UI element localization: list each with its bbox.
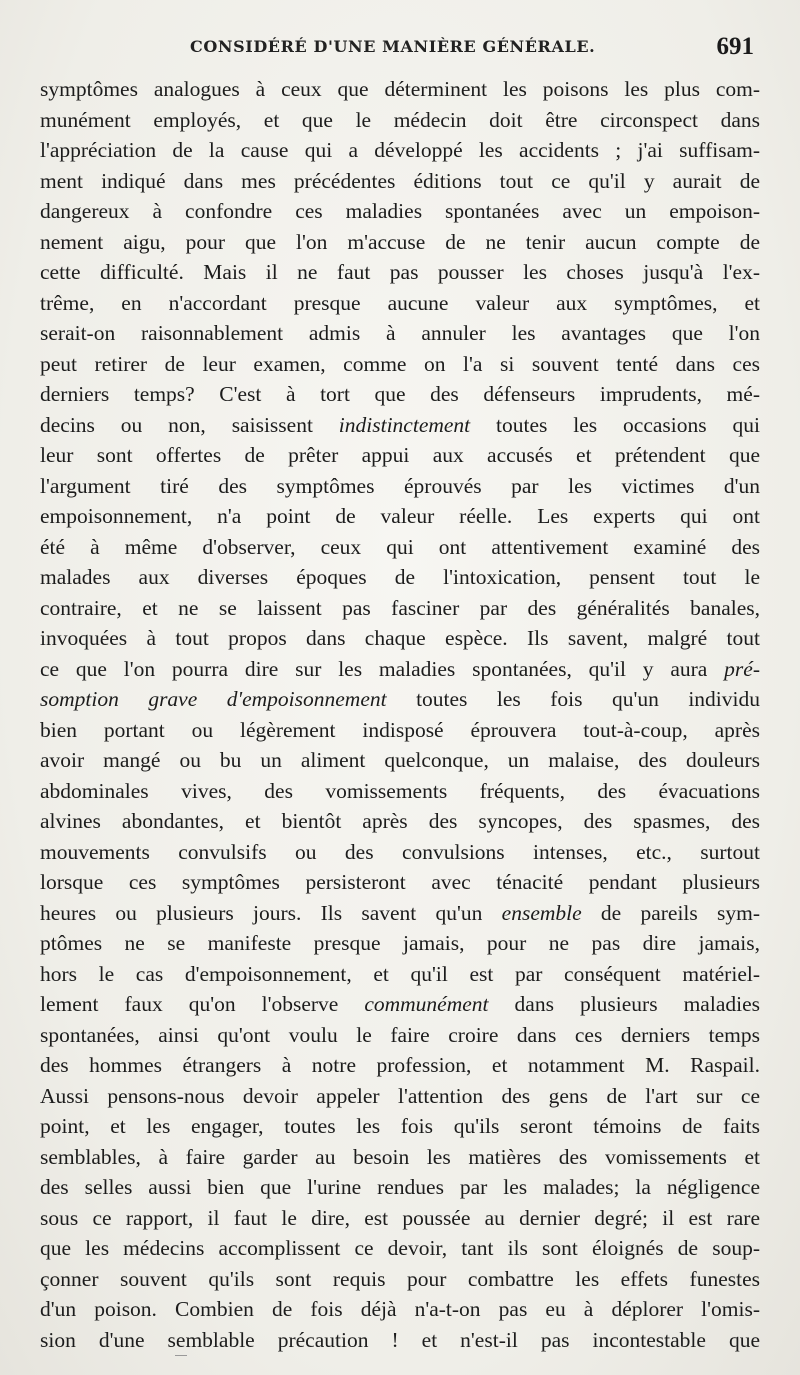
text-line — [40, 501, 760, 532]
text-segment: leur sont offertes de prêter appui aux accusés et prétendent que — [40, 443, 760, 467]
text-segment: avoir mangé ou bu un aliment quelconque, un malaise, des douleurs — [40, 748, 760, 772]
text-line — [40, 1264, 760, 1295]
text-segment: mouvements convulsifs ou des convulsions intenses, etc., surtout — [40, 839, 760, 864]
text-segment: invoquées à tout propos dans chaque espèce. Ils savent, malgré tout — [40, 626, 760, 650]
text-segment: empoisonnement, n'a point de valeur réelle. Les experts qui ont — [40, 504, 760, 528]
text-segment: d'un poison. Combien de fois déjà n'a-t-on pas eu à déplorer l'omis- — [40, 1297, 760, 1321]
text-line — [40, 806, 760, 837]
text-line — [40, 684, 760, 715]
text-line — [40, 867, 760, 898]
text-line — [40, 1172, 760, 1203]
italic-text: somption grave d'empoisonnement — [40, 687, 387, 711]
text-segment: malades aux diverses époques de l'intoxication, pensent tout le — [40, 565, 760, 589]
italic-text: ensemble — [501, 900, 582, 925]
page-header — [40, 33, 760, 67]
text-line — [40, 776, 760, 807]
text-line — [40, 410, 760, 441]
text-segment: ptômes ne se manifeste presque jamais, pour ne pas dire jamais, — [40, 931, 760, 955]
text-segment: sion d'une semblable précaution ! et n'est-il pas incontestable que — [40, 1327, 760, 1352]
italic-text: indistinctement — [338, 412, 471, 437]
text-segment: çonner souvent qu'ils sont requis pour combattre les effets funestes — [40, 1266, 760, 1291]
text-segment: que les médecins accomplissent ce devoir, tant ils sont éloignés de soup- — [40, 1236, 760, 1260]
body-text — [40, 74, 760, 1355]
text-line — [40, 349, 760, 380]
text-segment: peut retirer de leur examen, comme on l'a si souvent tenté dans ces — [40, 351, 760, 376]
text-line — [40, 562, 760, 593]
text-line — [40, 227, 760, 258]
text-segment: hors le cas d'empoisonnement, et qu'il est par conséquent matériel- — [40, 961, 760, 986]
text-line — [40, 1020, 760, 1051]
italic-text: pré- — [724, 656, 760, 681]
text-line — [40, 105, 760, 136]
text-line — [40, 288, 760, 319]
text-segment: de pareils sym- — [581, 900, 760, 925]
text-segment: des hommes étrangers à notre profession, et notamment M. Raspail. — [40, 1053, 760, 1077]
text-segment: munément employés, et que le médecin doit être circonspect dans — [40, 107, 760, 132]
text-segment: semblables, à faire garder au besoin les matières des vomissements et — [40, 1144, 760, 1169]
text-segment: l'appréciation de la cause qui a développé les accidents ; j'ai suffisam- — [40, 138, 760, 162]
text-segment: Aussi pensons-nous devoir appeler l'attention des gens de l'art sur ce — [40, 1083, 760, 1108]
text-segment: ce que l'on pourra dire sur les maladies spontanées, qu'il y aura — [40, 656, 725, 681]
text-line — [40, 715, 760, 746]
text-segment: serait-on raisonnablement admis à annuler les avantages que l'on — [40, 321, 760, 345]
text-segment: des selles aussi bien que l'urine rendues par les malades; la négligence — [40, 1175, 760, 1199]
text-line — [40, 318, 760, 349]
text-line — [40, 1050, 760, 1081]
text-segment: ment indiqué dans mes précédentes éditions tout ce qu'il y aurait de — [40, 168, 760, 193]
text-segment: l'argument tiré des symptômes éprouvés par les victimes d'un — [40, 473, 760, 498]
text-line — [40, 593, 760, 624]
text-segment: abdominales vives, des vomissements fréquents, des évacuations — [40, 778, 760, 803]
text-line — [40, 959, 760, 990]
text-segment: point, et les engager, toutes les fois qu'ils seront témoins de faits — [40, 1114, 760, 1138]
text-line — [40, 1294, 760, 1325]
italic-text: communément — [364, 992, 489, 1016]
text-segment: spontanées, ainsi qu'ont voulu le faire croire dans ces derniers temps — [40, 1022, 760, 1047]
page-number: 691 — [716, 33, 754, 60]
text-line — [40, 440, 760, 471]
text-line — [40, 135, 760, 166]
text-segment: nement aigu, pour que l'on m'accuse de ne tenir aucun compte de — [40, 229, 760, 254]
text-segment: lement faux qu'on l'observe — [40, 992, 365, 1016]
text-segment: cette difficulté. Mais il ne faut pas pousser les choses jusqu'à l'ex- — [40, 260, 760, 284]
text-segment: alvines abondantes, et bientôt après des syncopes, des spasmes, des — [40, 809, 760, 833]
text-line — [40, 1203, 760, 1234]
text-line — [40, 745, 760, 776]
running-title: CONSIDÉRÉ D'UNE MANIÈRE GÉNÉRALE. — [190, 37, 596, 56]
text-segment: toutes les fois qu'un individu — [386, 687, 760, 711]
text-segment: lorsque ces symptômes persisteront avec ténacité pendant plusieurs — [40, 870, 760, 894]
text-line — [40, 989, 760, 1020]
text-segment: bien portant ou légèrement indisposé éprouvera tout-à-coup, après — [40, 717, 760, 742]
text-line — [40, 166, 760, 197]
text-line — [40, 257, 760, 288]
text-segment: derniers temps? C'est à tort que des défenseurs imprudents, mé- — [40, 382, 760, 406]
text-line — [40, 623, 760, 654]
text-line — [40, 837, 760, 868]
text-line — [40, 1081, 760, 1112]
text-segment: contraire, et ne se laissent pas fasciner par des généralités banales, — [40, 595, 760, 620]
text-line — [40, 1142, 760, 1173]
text-line — [40, 1111, 760, 1142]
text-line — [40, 74, 760, 105]
text-segment: dans plusieurs maladies — [488, 992, 760, 1016]
text-line — [40, 196, 760, 227]
text-segment: sous ce rapport, il faut le dire, est poussée au dernier degré; il est rare — [40, 1205, 760, 1230]
text-segment: trême, en n'accordant presque aucune valeur aux symptômes, et — [40, 290, 760, 315]
text-segment: dangereux à confondre ces maladies spontanées avec un empoison- — [40, 199, 760, 223]
text-line — [40, 532, 760, 563]
bottom-dash-mark — [175, 1355, 187, 1356]
text-segment: decins ou non, saisissent — [40, 412, 339, 437]
text-segment: été à même d'observer, ceux qui ont attentivement examiné des — [40, 534, 760, 559]
text-line — [40, 928, 760, 959]
text-line — [40, 654, 760, 685]
text-line — [40, 898, 760, 929]
text-line — [40, 471, 760, 502]
text-segment: symptômes analogues à ceux que déterminent les poisons les plus com- — [40, 77, 760, 101]
text-segment: toutes les occasions qui — [470, 412, 760, 437]
text-line — [40, 1233, 760, 1264]
text-segment: heures ou plusieurs jours. Ils savent qu'un — [40, 900, 502, 925]
text-line — [40, 379, 760, 410]
text-line — [40, 1325, 760, 1356]
